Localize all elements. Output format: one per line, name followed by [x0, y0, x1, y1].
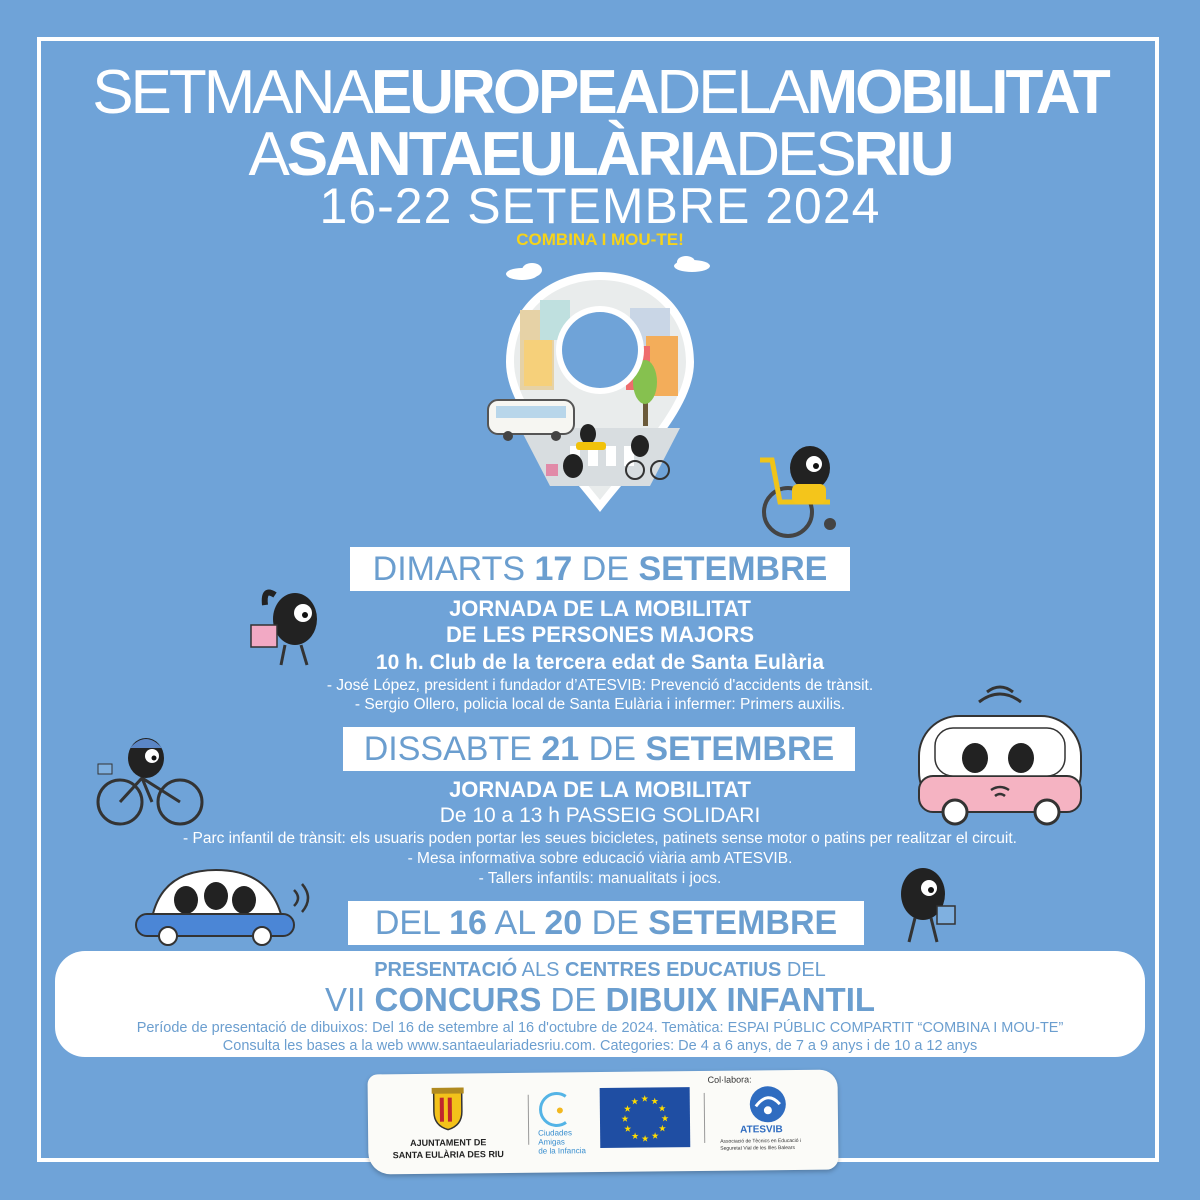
- logo-divider-2: [704, 1093, 706, 1143]
- contest-line-2: [55, 981, 1145, 1019]
- contest-line2-bold-b: DIBUIX INFANTIL: [605, 981, 876, 1018]
- day3-head-c: DE: [582, 904, 649, 942]
- atesvib-name: ATESVIB: [740, 1124, 783, 1136]
- day2-heading: [343, 727, 855, 771]
- ajuntament-crest-icon: [428, 1087, 468, 1131]
- logos-sticker: [367, 1070, 838, 1175]
- title1-light-a: SETMANA: [92, 58, 371, 127]
- eu-star-icon: ★: [651, 1130, 660, 1141]
- slogan: COMBINA I MOU-TE!: [516, 230, 684, 249]
- day1-heading: [350, 547, 850, 591]
- eu-star-icon: ★: [660, 1113, 670, 1124]
- shopping-character-icon: [245, 585, 335, 670]
- cyclist-character-icon: [92, 728, 207, 828]
- ciudades-name-2: Amigas: [538, 1137, 565, 1147]
- contest-line-3: Període de presentació de dibuixos: Del 16 de setembre al 16 d'octubre de 2024. Temàtica: ESPAI PÚBLIC COMPARTIT “COMBINA I MOU-TE”: [136, 1020, 1064, 1036]
- day1-head-b: DE: [572, 550, 639, 588]
- day1-subtitle-2: DE LES PERSONES MAJORS: [445, 622, 755, 647]
- contest-line-1: [55, 957, 1145, 983]
- title1-bold-a: EUROPEA: [370, 58, 657, 127]
- car-character-icon: [132, 862, 317, 947]
- day2-item-3: - Tallers infantils: manualitats i jocs.: [478, 870, 722, 887]
- day1-head-num: 17: [534, 550, 573, 588]
- ciudades-amigas-logo-icon: [536, 1088, 576, 1130]
- title2-bold-b: RIU: [853, 120, 952, 189]
- day1-item-1: - José López, president i fundador d’ATESVIB: Prevenció d'accidents de trànsit.: [326, 677, 874, 694]
- ciudades-name-3: de la Infancia: [538, 1146, 586, 1156]
- logo-divider-1: [528, 1095, 530, 1145]
- day1-head-month: SETEMBRE: [638, 550, 828, 588]
- day1-head-a: DIMARTS: [372, 550, 535, 588]
- day2-item-1: - Parc infantil de trànsit: els usuaris poden portar les seues bicicletes, patinets sense motor o patins per realitzar el circuit.: [183, 830, 1017, 847]
- contest-line2-bold-a: CONCURS: [374, 981, 542, 1018]
- contest-line2-light-b: DE: [541, 981, 606, 1018]
- day3-head-num1: 16: [449, 904, 487, 942]
- contest-line-4: Consulta les bases a la web www.santaeulariadesriu.com. Categories: De 4 a 6 anys, de 7 a 9 anys i de 10 a 12 anys: [222, 1038, 978, 1054]
- title1-light-b: DELA: [656, 58, 807, 127]
- eu-star-icon: ★: [641, 1133, 650, 1144]
- title2-light-a: A: [248, 120, 287, 189]
- contest-line1-bold-a: PRESENTACIÓ: [374, 959, 518, 981]
- day2-head-month: SETEMBRE: [645, 730, 835, 768]
- ajuntament-name-1: AJUNTAMENT DE: [409, 1137, 487, 1149]
- day3-head-a: DEL: [374, 904, 450, 942]
- day2-subtitle-1: JORNADA DE LA MOBILITAT: [449, 777, 751, 802]
- wheelchair-character-icon: [750, 440, 850, 540]
- contest-line1-light-b: DEL: [781, 959, 826, 981]
- day3-head-month: SETEMBRE: [648, 904, 838, 942]
- day2-item-2: - Mesa informativa sobre educació viària amb ATESVIB.: [407, 850, 793, 867]
- title2-light-b: DES: [735, 120, 854, 189]
- day2-head-b: DE: [579, 730, 646, 768]
- title-line-1: [0, 58, 1200, 128]
- walking-character-icon: [885, 862, 965, 947]
- eu-star-icon: ★: [620, 1113, 630, 1124]
- contest-box: [55, 951, 1145, 1057]
- eu-star-icon: ★: [630, 1096, 639, 1107]
- eu-star-icon: ★: [640, 1093, 649, 1104]
- eu-star-icon: ★: [623, 1103, 632, 1114]
- map-pin-illustration: [480, 250, 720, 520]
- eu-star-icon: ★: [631, 1130, 640, 1142]
- eu-star-icon: ★: [623, 1123, 632, 1134]
- day1-item-2: - Sergio Ollero, policia local de Santa Eulària i infermer: Primers auxilis.: [354, 696, 846, 713]
- day2-head-num: 21: [541, 730, 580, 768]
- contest-line1-light-a: ALS: [517, 959, 565, 981]
- day3-head-b: AL: [486, 904, 545, 942]
- ciudades-name-1: Ciudades: [538, 1128, 572, 1138]
- event-dates: 16-22 SETEMBRE 2024: [319, 178, 881, 234]
- day2-head-a: DISSABTE: [363, 730, 542, 768]
- bus-character-icon: [915, 672, 1085, 832]
- eu-star-icon: ★: [650, 1096, 659, 1107]
- ajuntament-name-2: SANTA EULÀRIA DES RIU: [392, 1149, 504, 1161]
- contest-line2-light-a: VII: [324, 981, 375, 1018]
- day2-subtitle-2-text: De 10 a 13 h PASSEIG SOLIDARI: [439, 804, 761, 827]
- contest-line1-bold-b: CENTRES EDUCATIUS: [565, 959, 782, 981]
- day1-subtitle-1: JORNADA DE LA MOBILITAT: [449, 596, 751, 621]
- title2-bold-a: SANTAEULÀRIA: [286, 120, 736, 189]
- day3-heading: [348, 901, 864, 945]
- atesvib-logo-icon: [746, 1084, 790, 1124]
- eu-stars-icon: [600, 1087, 691, 1148]
- atesvib-desc-1: Associació de Tècnics en Educació i: [720, 1137, 802, 1145]
- collabora-label: Col·labora:: [707, 1074, 752, 1085]
- eu-star-icon: ★: [658, 1103, 667, 1114]
- day1-place: 10 h. Club de la tercera edat de Santa Eulària: [375, 651, 825, 674]
- title1-bold-b: MOBILITAT: [806, 58, 1108, 127]
- eu-star-icon: ★: [658, 1123, 667, 1134]
- atesvib-desc-2: Seguretat Vial de les Illes Balears: [720, 1144, 796, 1152]
- day3-head-num2: 20: [544, 904, 583, 942]
